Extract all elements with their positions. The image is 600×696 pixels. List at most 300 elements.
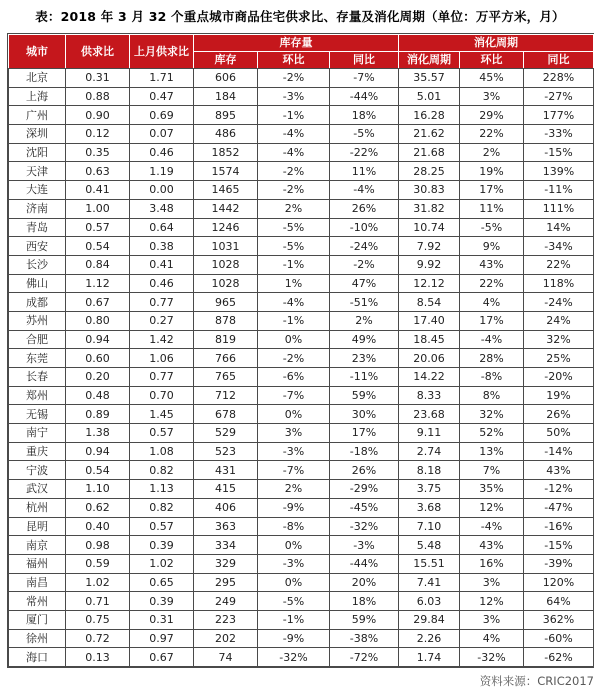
value-cell: -29% xyxy=(330,480,399,499)
city-cell: 广州 xyxy=(9,106,66,125)
value-cell: 0.38 xyxy=(130,237,194,256)
table-row xyxy=(9,330,594,349)
table-row xyxy=(9,199,594,218)
value-cell: 8.33 xyxy=(399,386,460,405)
value-cell: 329 xyxy=(194,554,258,573)
value-cell: -1% xyxy=(258,255,330,274)
table-row xyxy=(9,498,594,517)
city-cell: 沈阳 xyxy=(9,143,66,162)
table-row xyxy=(9,592,594,611)
value-cell: 0% xyxy=(258,536,330,555)
city-cell: 重庆 xyxy=(9,442,66,461)
table-row xyxy=(9,629,594,648)
table-row xyxy=(9,106,594,125)
value-cell: 0.84 xyxy=(66,255,130,274)
value-cell: 3% xyxy=(460,610,524,629)
value-cell: 1.42 xyxy=(130,330,194,349)
value-cell: 120% xyxy=(524,573,594,592)
value-cell: 8% xyxy=(460,386,524,405)
value-cell: 678 xyxy=(194,405,258,424)
value-cell: 30% xyxy=(330,405,399,424)
value-cell: 0.57 xyxy=(130,424,194,443)
value-cell: 5.01 xyxy=(399,87,460,106)
value-cell: 32% xyxy=(524,330,594,349)
value-cell: -8% xyxy=(258,517,330,536)
value-cell: 819 xyxy=(194,330,258,349)
value-cell: 1.10 xyxy=(66,480,130,499)
value-cell: 0.80 xyxy=(66,311,130,330)
value-cell: 0.40 xyxy=(66,517,130,536)
value-cell: 28.25 xyxy=(399,162,460,181)
value-cell: 0.54 xyxy=(66,461,130,480)
city-cell: 宁波 xyxy=(9,461,66,480)
value-cell: 765 xyxy=(194,368,258,387)
value-cell: 2.74 xyxy=(399,442,460,461)
value-cell: -9% xyxy=(258,498,330,517)
value-cell: 1465 xyxy=(194,181,258,200)
value-cell: 1246 xyxy=(194,218,258,237)
column-header-digestion-yoy: 同比 xyxy=(524,52,594,69)
value-cell: 21.68 xyxy=(399,143,460,162)
value-cell: -10% xyxy=(330,218,399,237)
value-cell: 202 xyxy=(194,629,258,648)
value-cell: 139% xyxy=(524,162,594,181)
table-row xyxy=(9,480,594,499)
value-cell: 47% xyxy=(330,274,399,293)
value-cell: -1% xyxy=(258,610,330,629)
column-header-last-month-ratio: 上月供求比 xyxy=(130,35,194,69)
value-cell: 31.82 xyxy=(399,199,460,218)
value-cell: 4% xyxy=(460,293,524,312)
value-cell: 0.75 xyxy=(66,610,130,629)
value-cell: 43% xyxy=(460,536,524,555)
value-cell: 11% xyxy=(330,162,399,181)
city-cell: 海口 xyxy=(9,648,66,667)
value-cell: 9% xyxy=(460,237,524,256)
value-cell: -32% xyxy=(330,517,399,536)
value-cell: -5% xyxy=(258,237,330,256)
value-cell: 18% xyxy=(330,106,399,125)
city-cell: 武汉 xyxy=(9,480,66,499)
value-cell: -20% xyxy=(524,368,594,387)
value-cell: 35.57 xyxy=(399,69,460,88)
value-cell: 1.00 xyxy=(66,199,130,218)
value-cell: 363 xyxy=(194,517,258,536)
value-cell: 1.02 xyxy=(130,554,194,573)
table-row xyxy=(9,181,594,200)
value-cell: 0.67 xyxy=(130,648,194,667)
value-cell: 2% xyxy=(258,480,330,499)
value-cell: 12% xyxy=(460,592,524,611)
value-cell: 22% xyxy=(524,255,594,274)
city-cell: 苏州 xyxy=(9,311,66,330)
value-cell: -7% xyxy=(258,461,330,480)
city-cell: 南昌 xyxy=(9,573,66,592)
value-cell: -33% xyxy=(524,125,594,144)
value-cell: -3% xyxy=(258,87,330,106)
column-header-digestion-mom: 环比 xyxy=(460,52,524,69)
value-cell: -15% xyxy=(524,143,594,162)
value-cell: 1028 xyxy=(194,274,258,293)
value-cell: 9.11 xyxy=(399,424,460,443)
value-cell: 0.57 xyxy=(130,517,194,536)
value-cell: 0.72 xyxy=(66,629,130,648)
value-cell: -5% xyxy=(460,218,524,237)
value-cell: 7.10 xyxy=(399,517,460,536)
value-cell: 21.62 xyxy=(399,125,460,144)
value-cell: 334 xyxy=(194,536,258,555)
value-cell: 26% xyxy=(330,199,399,218)
city-cell: 福州 xyxy=(9,554,66,573)
value-cell: 24% xyxy=(524,311,594,330)
city-cell: 东莞 xyxy=(9,349,66,368)
value-cell: -4% xyxy=(258,143,330,162)
value-cell: 17% xyxy=(460,181,524,200)
value-cell: -14% xyxy=(524,442,594,461)
value-cell: -5% xyxy=(330,125,399,144)
table-header xyxy=(9,35,594,69)
value-cell: -47% xyxy=(524,498,594,517)
value-cell: 177% xyxy=(524,106,594,125)
value-cell: 50% xyxy=(524,424,594,443)
value-cell: 606 xyxy=(194,69,258,88)
city-cell: 济南 xyxy=(9,199,66,218)
value-cell: 14% xyxy=(524,218,594,237)
value-cell: 0.98 xyxy=(66,536,130,555)
value-cell: 28% xyxy=(460,349,524,368)
value-cell: -44% xyxy=(330,554,399,573)
value-cell: 0.94 xyxy=(66,330,130,349)
value-cell: -4% xyxy=(330,181,399,200)
city-cell: 徐州 xyxy=(9,629,66,648)
city-cell: 无锡 xyxy=(9,405,66,424)
value-cell: -22% xyxy=(330,143,399,162)
value-cell: 0.39 xyxy=(130,536,194,555)
table-row xyxy=(9,237,594,256)
value-cell: 895 xyxy=(194,106,258,125)
value-cell: -38% xyxy=(330,629,399,648)
value-cell: 5.48 xyxy=(399,536,460,555)
column-header-inventory-yoy: 同比 xyxy=(330,52,399,69)
value-cell: -15% xyxy=(524,536,594,555)
city-cell: 天津 xyxy=(9,162,66,181)
value-cell: -1% xyxy=(258,106,330,125)
value-cell: 49% xyxy=(330,330,399,349)
value-cell: 0.97 xyxy=(130,629,194,648)
value-cell: 0.39 xyxy=(130,592,194,611)
value-cell: -2% xyxy=(258,162,330,181)
value-cell: 0.27 xyxy=(130,311,194,330)
value-cell: -8% xyxy=(460,368,524,387)
value-cell: -39% xyxy=(524,554,594,573)
value-cell: 0.46 xyxy=(130,143,194,162)
value-cell: 0.07 xyxy=(130,125,194,144)
data-table-container xyxy=(7,33,594,668)
value-cell: 0.12 xyxy=(66,125,130,144)
value-cell: 228% xyxy=(524,69,594,88)
value-cell: 3% xyxy=(460,87,524,106)
value-cell: 0.60 xyxy=(66,349,130,368)
data-source-note: 资料来源：CRIC2017 xyxy=(479,674,594,688)
value-cell: 362% xyxy=(524,610,594,629)
value-cell: 10.74 xyxy=(399,218,460,237)
table-row xyxy=(9,162,594,181)
city-cell: 青岛 xyxy=(9,218,66,237)
value-cell: 12% xyxy=(460,498,524,517)
value-cell: 712 xyxy=(194,386,258,405)
city-cell: 南京 xyxy=(9,536,66,555)
table-row xyxy=(9,143,594,162)
value-cell: 223 xyxy=(194,610,258,629)
city-cell: 北京 xyxy=(9,69,66,88)
value-cell: 1.06 xyxy=(130,349,194,368)
value-cell: 1.08 xyxy=(130,442,194,461)
value-cell: -11% xyxy=(524,181,594,200)
value-cell: -2% xyxy=(258,349,330,368)
value-cell: -72% xyxy=(330,648,399,667)
value-cell: 118% xyxy=(524,274,594,293)
city-cell: 佛山 xyxy=(9,274,66,293)
value-cell: -5% xyxy=(258,218,330,237)
table-body xyxy=(9,69,594,667)
value-cell: 52% xyxy=(460,424,524,443)
value-cell: 16.28 xyxy=(399,106,460,125)
table-row xyxy=(9,648,594,667)
value-cell: 43% xyxy=(460,255,524,274)
value-cell: -12% xyxy=(524,480,594,499)
value-cell: 965 xyxy=(194,293,258,312)
value-cell: 11% xyxy=(460,199,524,218)
value-cell: 1.02 xyxy=(66,573,130,592)
value-cell: 3.48 xyxy=(130,199,194,218)
city-cell: 南宁 xyxy=(9,424,66,443)
column-header-inventory: 库存 xyxy=(194,52,258,69)
city-cell: 厦门 xyxy=(9,610,66,629)
table-row xyxy=(9,386,594,405)
value-cell: 0.48 xyxy=(66,386,130,405)
value-cell: 1.13 xyxy=(130,480,194,499)
value-cell: 23% xyxy=(330,349,399,368)
value-cell: -4% xyxy=(460,517,524,536)
value-cell: -45% xyxy=(330,498,399,517)
value-cell: 22% xyxy=(460,125,524,144)
value-cell: -9% xyxy=(258,629,330,648)
value-cell: 17.40 xyxy=(399,311,460,330)
value-cell: -18% xyxy=(330,442,399,461)
city-cell: 杭州 xyxy=(9,498,66,517)
value-cell: 0.59 xyxy=(66,554,130,573)
value-cell: 1852 xyxy=(194,143,258,162)
value-cell: 1.38 xyxy=(66,424,130,443)
city-cell: 长沙 xyxy=(9,255,66,274)
value-cell: -4% xyxy=(460,330,524,349)
value-cell: 0.31 xyxy=(130,610,194,629)
value-cell: -44% xyxy=(330,87,399,106)
value-cell: -32% xyxy=(258,648,330,667)
value-cell: -34% xyxy=(524,237,594,256)
value-cell: 17% xyxy=(460,311,524,330)
value-cell: 18.45 xyxy=(399,330,460,349)
value-cell: 2% xyxy=(258,199,330,218)
value-cell: 3% xyxy=(258,424,330,443)
value-cell: 9.92 xyxy=(399,255,460,274)
value-cell: 0.69 xyxy=(130,106,194,125)
value-cell: 3.68 xyxy=(399,498,460,517)
value-cell: 0.71 xyxy=(66,592,130,611)
value-cell: 1.71 xyxy=(130,69,194,88)
table-row xyxy=(9,573,594,592)
table-row xyxy=(9,405,594,424)
value-cell: 295 xyxy=(194,573,258,592)
value-cell: 15.51 xyxy=(399,554,460,573)
value-cell: 1574 xyxy=(194,162,258,181)
value-cell: -3% xyxy=(258,442,330,461)
column-group-digestion: 消化周期 xyxy=(399,35,594,52)
value-cell: 0.94 xyxy=(66,442,130,461)
value-cell: 431 xyxy=(194,461,258,480)
value-cell: 0.46 xyxy=(130,274,194,293)
value-cell: -3% xyxy=(258,554,330,573)
table-row xyxy=(9,554,594,573)
table-row xyxy=(9,424,594,443)
value-cell: -32% xyxy=(460,648,524,667)
city-cell: 昆明 xyxy=(9,517,66,536)
value-cell: 486 xyxy=(194,125,258,144)
value-cell: 0.00 xyxy=(130,181,194,200)
value-cell: 25% xyxy=(524,349,594,368)
city-cell: 合肥 xyxy=(9,330,66,349)
table-row xyxy=(9,442,594,461)
value-cell: 20.06 xyxy=(399,349,460,368)
value-cell: -4% xyxy=(258,293,330,312)
value-cell: -24% xyxy=(330,237,399,256)
value-cell: 3.75 xyxy=(399,480,460,499)
table-row xyxy=(9,274,594,293)
city-cell: 长春 xyxy=(9,368,66,387)
value-cell: 22% xyxy=(460,274,524,293)
value-cell: 0.63 xyxy=(66,162,130,181)
value-cell: 17% xyxy=(330,424,399,443)
value-cell: 0.20 xyxy=(66,368,130,387)
value-cell: 12.12 xyxy=(399,274,460,293)
value-cell: 64% xyxy=(524,592,594,611)
table-row xyxy=(9,311,594,330)
value-cell: 0% xyxy=(258,573,330,592)
value-cell: 1% xyxy=(258,274,330,293)
value-cell: 4% xyxy=(460,629,524,648)
column-header-city: 城市 xyxy=(9,35,66,69)
value-cell: -4% xyxy=(258,125,330,144)
value-cell: 8.18 xyxy=(399,461,460,480)
value-cell: 0.35 xyxy=(66,143,130,162)
value-cell: -2% xyxy=(258,69,330,88)
table-row xyxy=(9,255,594,274)
value-cell: 0.82 xyxy=(130,498,194,517)
value-cell: -2% xyxy=(330,255,399,274)
table-row xyxy=(9,536,594,555)
value-cell: 0.54 xyxy=(66,237,130,256)
value-cell: 2% xyxy=(330,311,399,330)
value-cell: 13% xyxy=(460,442,524,461)
value-cell: 1.74 xyxy=(399,648,460,667)
value-cell: 415 xyxy=(194,480,258,499)
city-cell: 成都 xyxy=(9,293,66,312)
value-cell: 0.41 xyxy=(66,181,130,200)
value-cell: 529 xyxy=(194,424,258,443)
value-cell: 0.89 xyxy=(66,405,130,424)
value-cell: 0.57 xyxy=(66,218,130,237)
value-cell: -24% xyxy=(524,293,594,312)
value-cell: 1031 xyxy=(194,237,258,256)
value-cell: 6.03 xyxy=(399,592,460,611)
value-cell: 1.12 xyxy=(66,274,130,293)
column-header-supply-demand-ratio: 供求比 xyxy=(66,35,130,69)
value-cell: 43% xyxy=(524,461,594,480)
value-cell: -3% xyxy=(330,536,399,555)
value-cell: 0% xyxy=(258,405,330,424)
table-row xyxy=(9,293,594,312)
value-cell: -2% xyxy=(258,181,330,200)
table-row xyxy=(9,125,594,144)
value-cell: 0.64 xyxy=(130,218,194,237)
value-cell: -1% xyxy=(258,311,330,330)
value-cell: 249 xyxy=(194,592,258,611)
value-cell: -6% xyxy=(258,368,330,387)
column-header-digestion: 消化周期 xyxy=(399,52,460,69)
value-cell: -11% xyxy=(330,368,399,387)
value-cell: 0% xyxy=(258,330,330,349)
value-cell: 111% xyxy=(524,199,594,218)
city-cell: 深圳 xyxy=(9,125,66,144)
value-cell: 878 xyxy=(194,311,258,330)
value-cell: 23.68 xyxy=(399,405,460,424)
value-cell: 0.41 xyxy=(130,255,194,274)
value-cell: -5% xyxy=(258,592,330,611)
column-header-inventory-mom: 环比 xyxy=(258,52,330,69)
value-cell: -16% xyxy=(524,517,594,536)
table-row xyxy=(9,368,594,387)
value-cell: 59% xyxy=(330,610,399,629)
value-cell: 0.13 xyxy=(66,648,130,667)
value-cell: 0.47 xyxy=(130,87,194,106)
value-cell: 0.31 xyxy=(66,69,130,88)
value-cell: 18% xyxy=(330,592,399,611)
value-cell: 2.26 xyxy=(399,629,460,648)
value-cell: 0.90 xyxy=(66,106,130,125)
table-row xyxy=(9,69,594,88)
value-cell: 26% xyxy=(524,405,594,424)
value-cell: -62% xyxy=(524,648,594,667)
value-cell: 30.83 xyxy=(399,181,460,200)
value-cell: 29.84 xyxy=(399,610,460,629)
value-cell: 35% xyxy=(460,480,524,499)
value-cell: -60% xyxy=(524,629,594,648)
value-cell: 0.65 xyxy=(130,573,194,592)
value-cell: 0.67 xyxy=(66,293,130,312)
data-table xyxy=(8,34,594,667)
value-cell: 523 xyxy=(194,442,258,461)
value-cell: 0.77 xyxy=(130,368,194,387)
value-cell: 0.70 xyxy=(130,386,194,405)
value-cell: 7.92 xyxy=(399,237,460,256)
value-cell: 8.54 xyxy=(399,293,460,312)
city-cell: 上海 xyxy=(9,87,66,106)
value-cell: 20% xyxy=(330,573,399,592)
value-cell: 59% xyxy=(330,386,399,405)
value-cell: 2% xyxy=(460,143,524,162)
value-cell: 766 xyxy=(194,349,258,368)
table-row xyxy=(9,461,594,480)
